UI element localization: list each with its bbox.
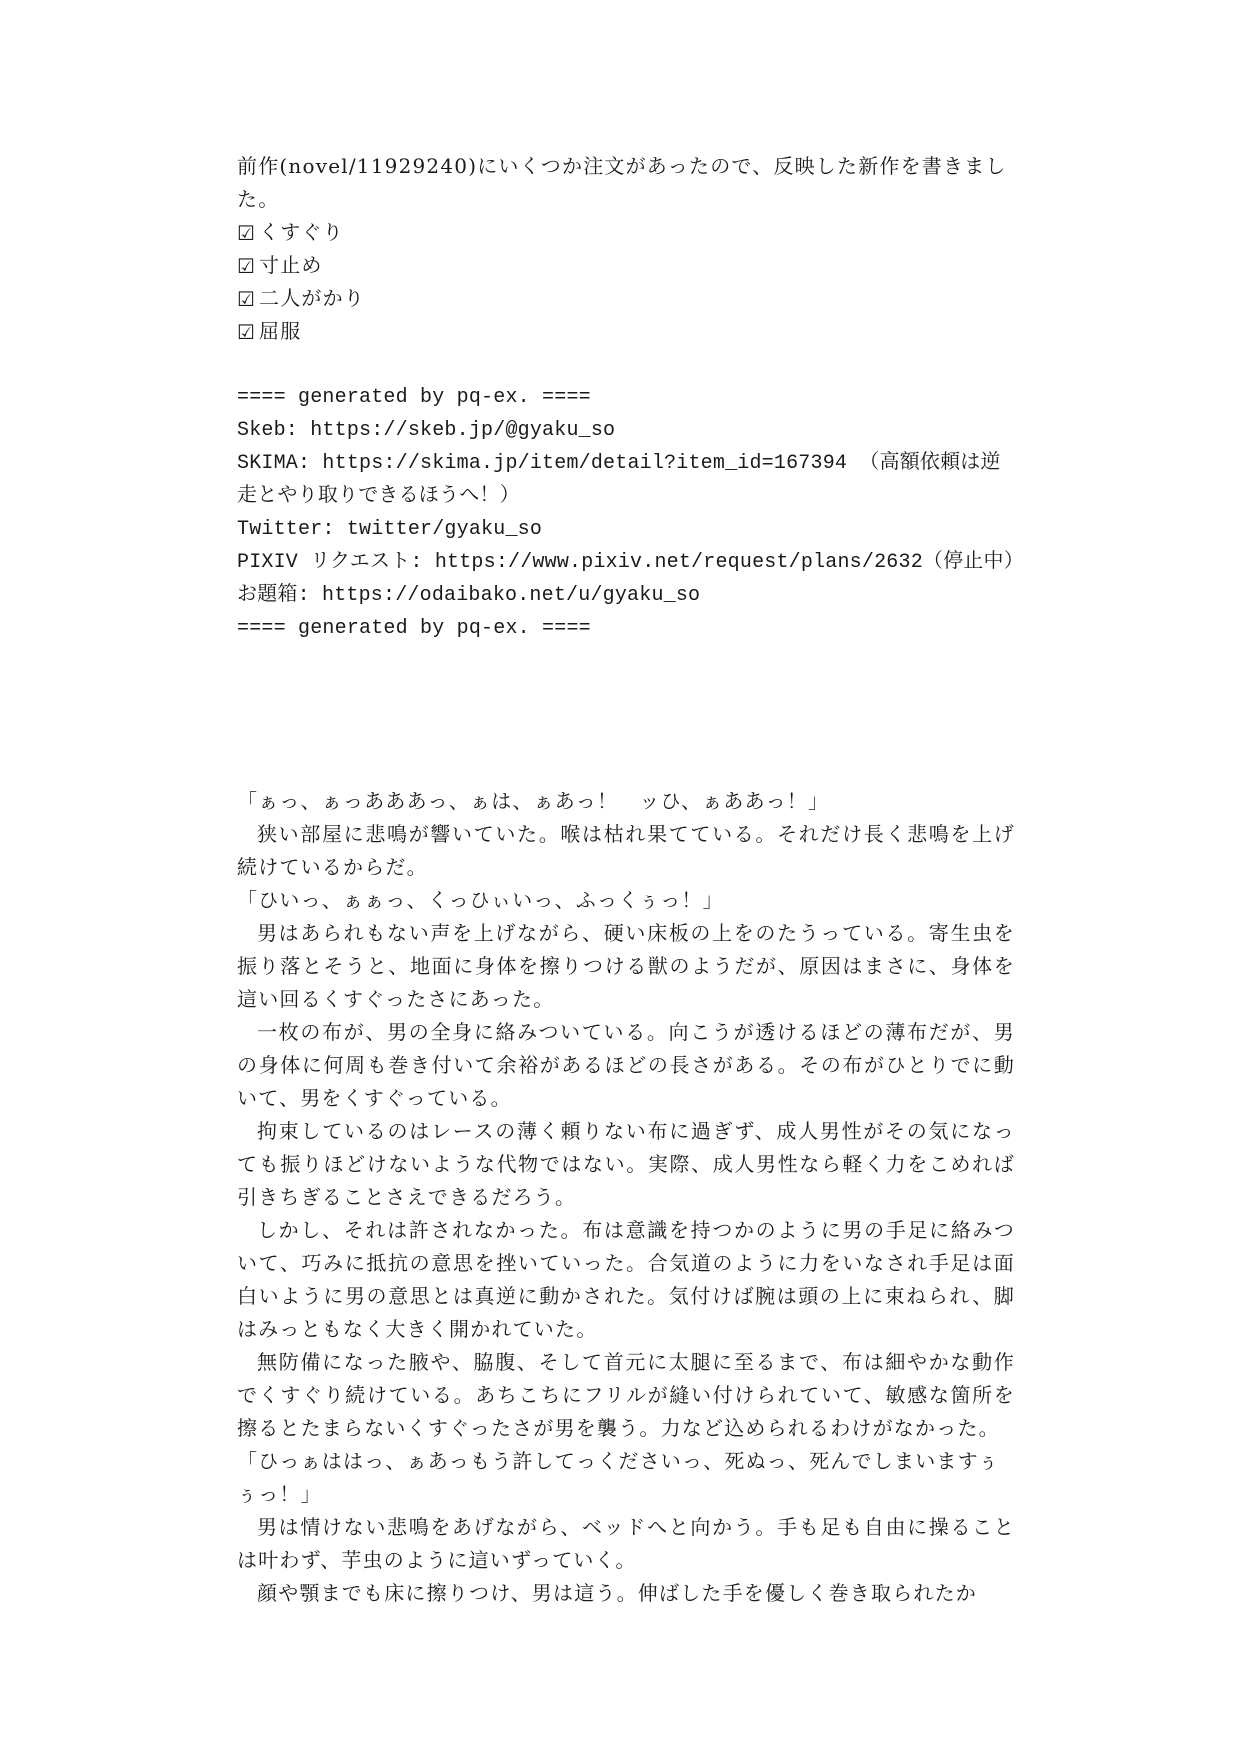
dialogue-line: 「ぁっ、ぁっあああっ、ぁは、ぁあっ！ ッひ、ぁああっ！」: [237, 789, 830, 813]
dialogue-line: 「ひいっ、ぁぁっ、くっひぃいっ、ふっくぅっ！」: [237, 888, 724, 912]
spacer: [237, 348, 1015, 381]
skeb-link[interactable]: Skeb: https://skeb.jp/@gyaku_so: [237, 419, 616, 442]
checklist-item-label: くすぐり: [259, 220, 344, 244]
skima-link[interactable]: SKIMA: https://skima.jp/item/detail?item_id=167394 （高額依頼は逆走とやり取りできるほうへ！）: [237, 452, 1001, 508]
checklist-item-label: 二人がかり: [259, 286, 365, 310]
checkbox-checked-icon: ☑: [237, 220, 257, 245]
links-block: [237, 381, 1024, 645]
intro-text: 前作(novel/11929240)にいくつか注文があったので、反映した新作を書きました。: [237, 154, 1007, 211]
checklist-item: [237, 282, 1015, 315]
tag-checklist: [237, 216, 1015, 348]
separator-top: ==== generated by pq-ex. ====: [237, 386, 591, 409]
paragraph: 拘束しているのはレースの薄く頼りない布に過ぎず、成人男性がその気になっても振りほどけないような代物ではない。実際、成人男性なら軽く力をこめれば引きちぎることさえできるだろう。: [237, 1119, 1015, 1209]
paragraph: 顔や顎までも床に擦りつけ、男は這う。伸ばした手を優しく巻き取られたか: [257, 1581, 977, 1605]
paragraph: 無防備になった腋や、脇腹、そして首元に太腿に至るまで、布は細やかな動作でくすぐり続けている。あちこちにフリルが縫い付けられていて、敏感な箇所を擦るとたまらないくすぐったさが男を襲う。力など込められるわけがなかった。: [237, 1350, 1015, 1440]
odaibako-link[interactable]: お題箱: https://odaibako.net/u/gyaku_so: [237, 584, 701, 607]
twitter-link[interactable]: Twitter: twitter/gyaku_so: [237, 518, 543, 541]
separator-bottom: ==== generated by pq-ex. ====: [237, 617, 591, 640]
checkbox-checked-icon: ☑: [237, 286, 257, 311]
paragraph: 狭い部屋に悲鳴が響いていた。喉は枯れ果てている。それだけ長く悲鳴を上げ続けているからだ。: [237, 822, 1015, 879]
checklist-item: [237, 315, 1015, 348]
paragraph: 男は情けない悲鳴をあげながら、ベッドへと向かう。手も足も自由に操ることは叶わず、芋虫のように這いずっていく。: [237, 1515, 1015, 1572]
checklist-item: [237, 216, 1015, 249]
checklist-item-label: 寸止め: [259, 253, 323, 277]
checkbox-checked-icon: ☑: [237, 253, 257, 278]
paragraph: しかし、それは許されなかった。布は意識を持つかのように男の手足に絡みついて、巧みに抵抗の意思を挫いていった。合気道のように力をいなされ手足は面白いように男の意思とは真逆に動かされた。気付けば腕は頭の上に束ねられ、脚はみっともなく大きく開かれていた。: [237, 1218, 1015, 1341]
paragraph: 一枚の布が、男の全身に絡みついている。向こうが透けるほどの薄布だが、男の身体に何周も巻き付いて余裕があるほどの長さがある。その布がひとりでに動いて、男をくすぐっている。: [237, 1020, 1015, 1110]
spacer: [237, 645, 1015, 785]
story-body: [237, 785, 1015, 1610]
document-page: [237, 150, 1024, 1610]
dialogue-line: 「ひっぁははっ、ぁあっもう許してっくださいっ、死ぬっ、死んでしまいますぅぅっ！」: [237, 1449, 1000, 1506]
checkbox-checked-icon: ☑: [237, 319, 257, 344]
checklist-item-label: 屈服: [259, 319, 302, 343]
paragraph: 男はあられもない声を上げながら、硬い床板の上をのたうっている。寄生虫を振り落とそうと、地面に身体を擦りつける獣のようだが、原因はまさに、身体を這い回るくすぐったさにあった。: [237, 921, 1015, 1011]
checklist-item: [237, 249, 1015, 282]
pixiv-link[interactable]: PIXIV リクエスト: https://www.pixiv.net/request/plans/2632（停止中）: [237, 551, 1024, 574]
